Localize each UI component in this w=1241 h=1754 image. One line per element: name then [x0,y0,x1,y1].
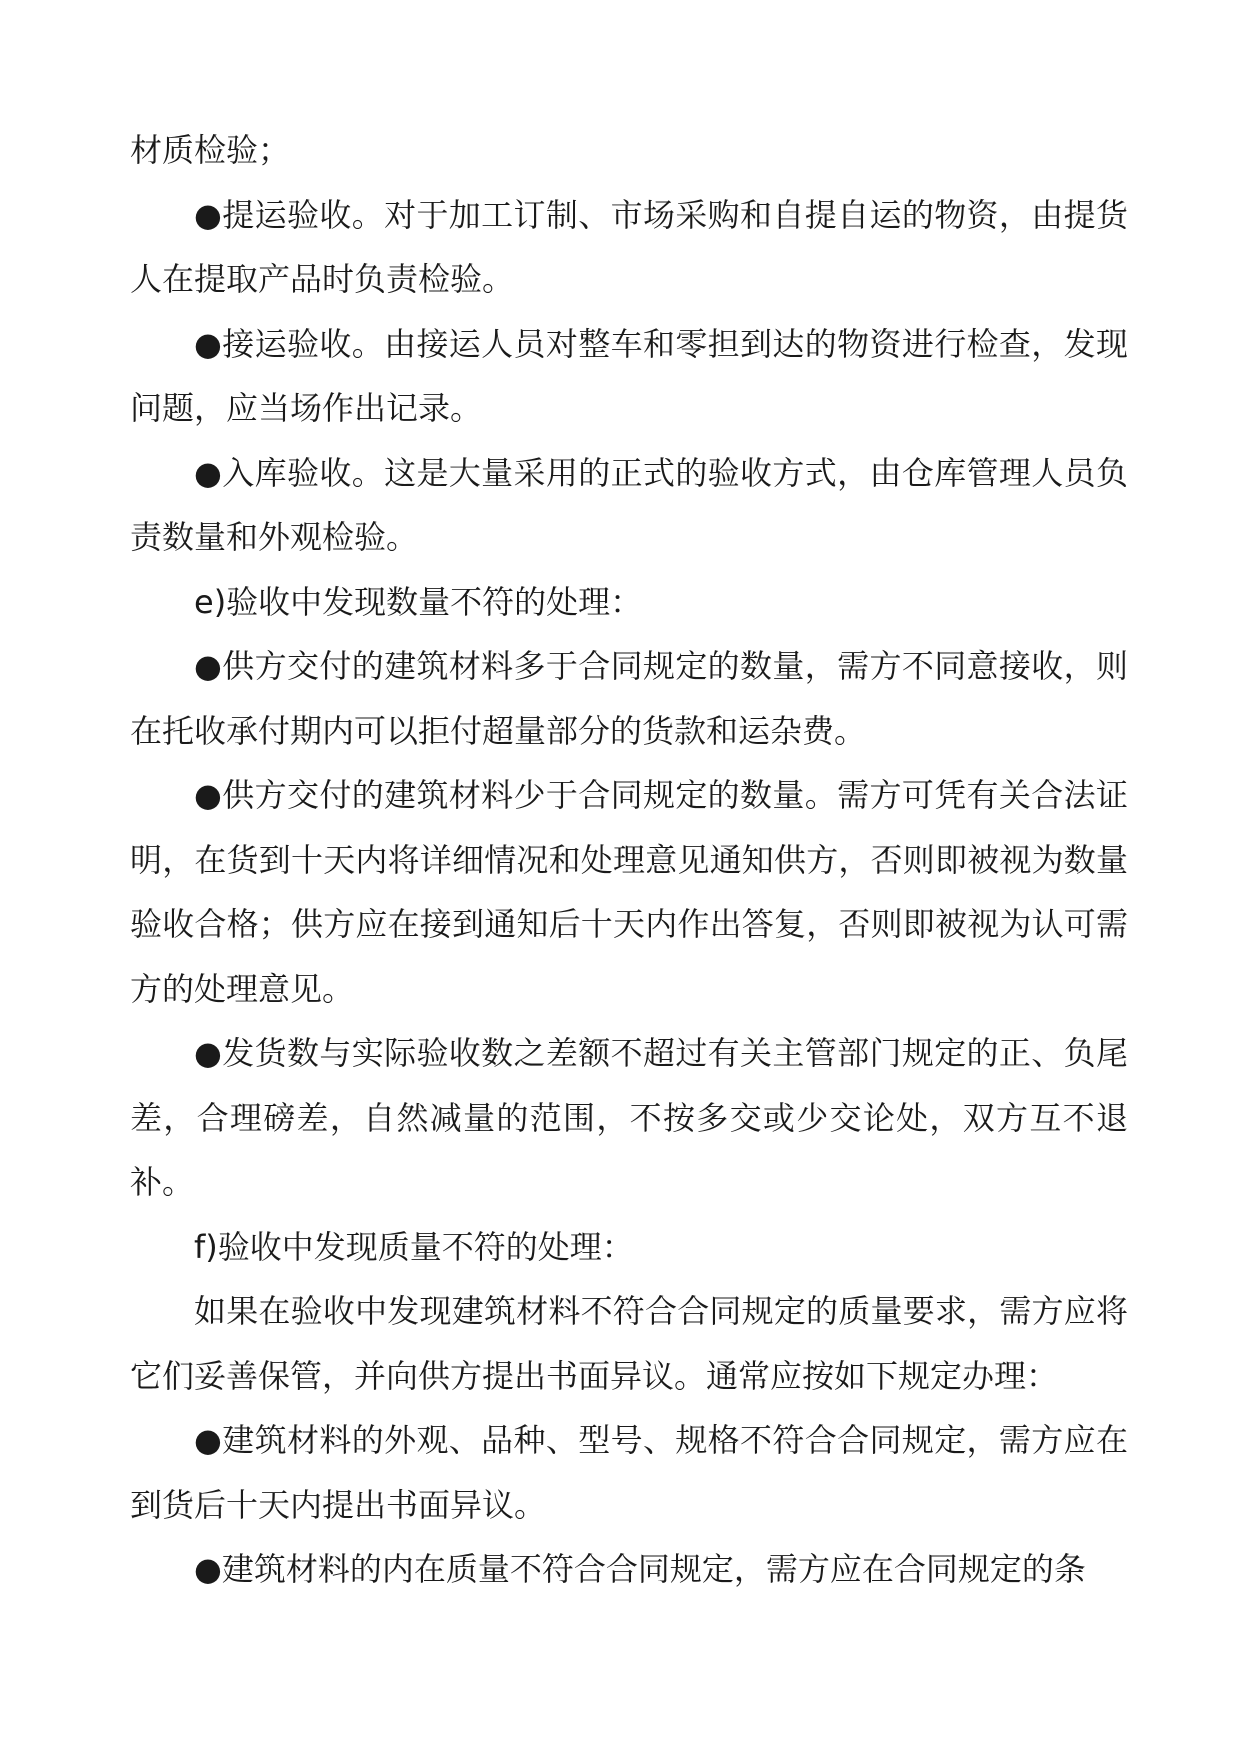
paragraph: ●供方交付的建筑材料少于合同规定的数量。需方可凭有关合法证明，在货到十天内将详细情况和处理意见通知供方，否则即被视为数量验收合格；供方应在接到通知后十天内作出答复，否则即被视为认可需方的处理意见。 [130,776,1128,1008]
paragraph: f)验收中发现质量不符的处理： [194,1227,634,1266]
paragraph: ●建筑材料的外观、品种、型号、规格不符合合同规定，需方应在到货后十天内提出书面异议。 [130,1421,1128,1524]
paragraph: ●提运验收。对于加工订制、市场采购和自提自运的物资，由提货人在提取产品时负责检验。 [130,195,1128,298]
paragraph: ●供方交付的建筑材料多于合同规定的数量，需方不同意接收，则在托收承付期内可以拒付超量部分的货款和运杂费。 [130,647,1128,750]
paragraph: ●发货数与实际验收数之差额不超过有关主管部门规定的正、负尾差，合理磅差，自然减量的范围，不按多交或少交论处，双方互不退补。 [130,1034,1128,1201]
paragraph: e)验收中发现数量不符的处理： [194,582,643,621]
paragraph: 如果在验收中发现建筑材料不符合合同规定的质量要求，需方应将它们妥善保管，并向供方提出书面异议。通常应按如下规定办理： [130,1292,1128,1395]
document-page [130,118,1128,1602]
paragraph: 材质检验； [130,131,291,169]
paragraph: ●接运验收。由接运人员对整车和零担到达的物资进行检查，发现问题，应当场作出记录。 [130,324,1128,427]
paragraph: ●建筑材料的内在质量不符合合同规定，需方应在合同规定的条 [194,1550,1086,1588]
paragraph: ●入库验收。这是大量采用的正式的验收方式，由仓库管理人员负责数量和外观检验。 [130,453,1128,556]
